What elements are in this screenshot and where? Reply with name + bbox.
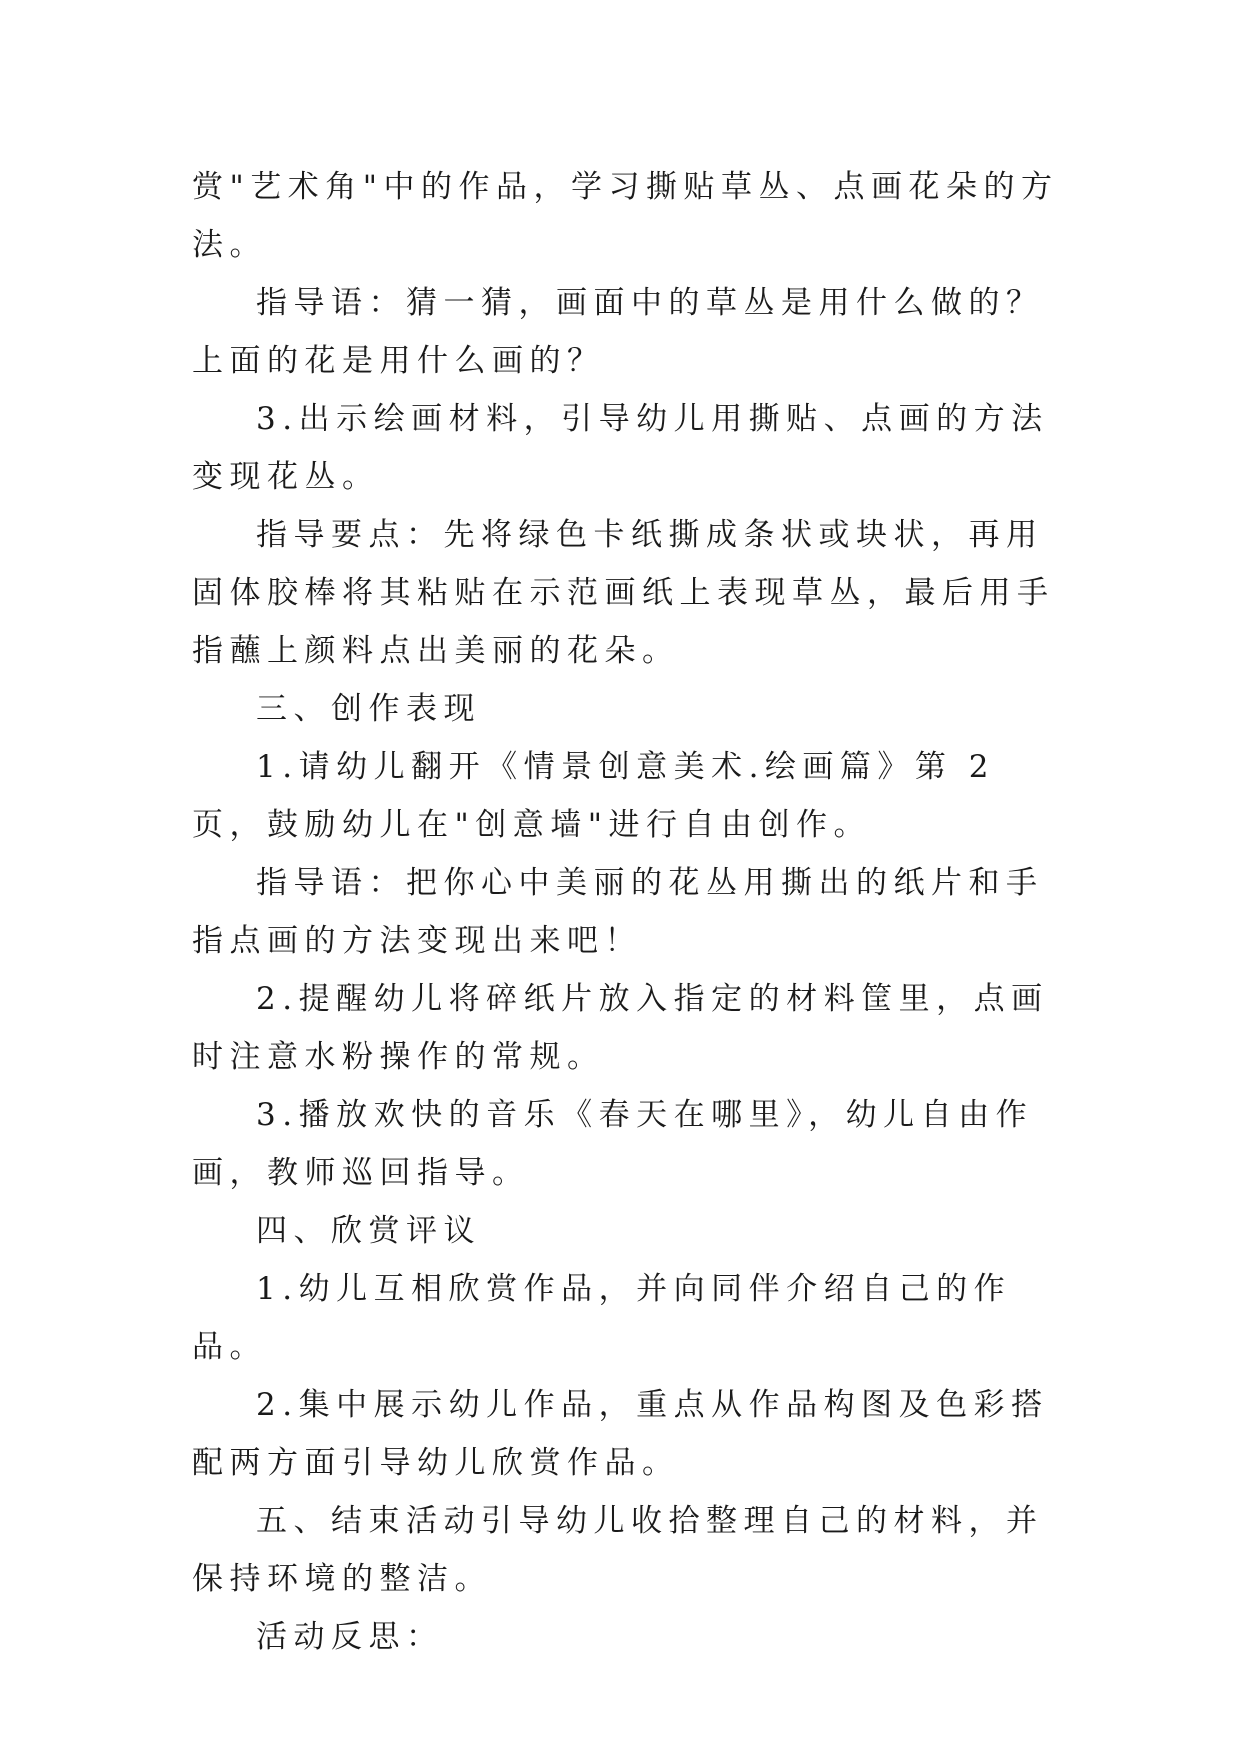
paragraph: 五、结束活动引导幼儿收拾整理自己的材料，并保持环境的整洁。 — [192, 1503, 1044, 1597]
paragraph: 1.幼儿互相欣赏作品，并向同伴介绍自己的作品。 — [192, 1271, 1012, 1365]
paragraph: 指导语：把你心中美丽的花丛用撕出的纸片和手指点画的方法变现出来吧！ — [192, 865, 1044, 959]
section-heading: 四、欣赏评议 — [256, 1213, 481, 1249]
paragraph: 3.出示绘画材料，引导幼儿用撕贴、点画的方法变现花丛。 — [192, 401, 1049, 495]
paragraph: 指导语：猜一猜，画面中的草丛是用什么做的？上面的花是用什么画的？ — [192, 285, 1044, 379]
section-heading: 活动反思： — [256, 1619, 444, 1655]
paragraph: 2.提醒幼儿将碎纸片放入指定的材料筐里，点画时注意水粉操作的常规。 — [192, 981, 1049, 1075]
paragraph: 3.播放欢快的音乐《春天在哪里》，幼儿自由作画，教师巡回指导。 — [192, 1097, 1034, 1191]
paragraph: 2.集中展示幼儿作品，重点从作品构图及色彩搭配两方面引导幼儿欣赏作品。 — [192, 1387, 1049, 1481]
document-body — [192, 158, 1060, 1666]
paragraph: 1.请幼儿翻开《情景创意美术.绘画篇》第 2 页，鼓励幼儿在"创意墙"进行自由创作。 — [192, 749, 996, 843]
paragraph: 指导要点：先将绿色卡纸撕成条状或块状，再用固体胶棒将其粘贴在示范画纸上表现草丛，最后用手指蘸上颜料点出美丽的花朵。 — [192, 517, 1055, 669]
section-heading: 三、创作表现 — [256, 691, 481, 727]
paragraph: 赏"艺术角"中的作品，学习撕贴草丛、点画花朵的方法。 — [192, 169, 1059, 263]
